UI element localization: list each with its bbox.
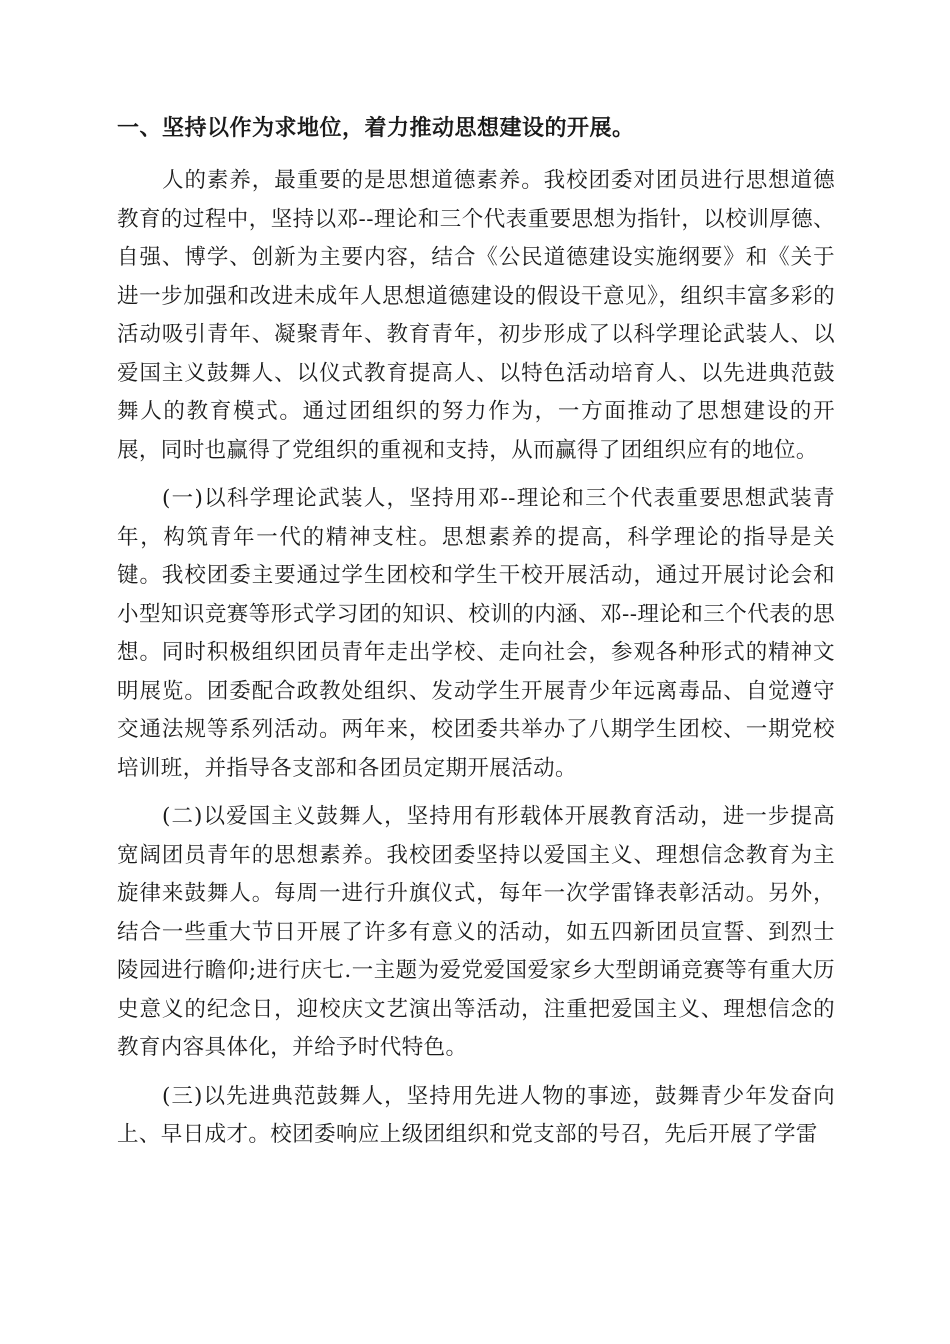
paragraph-intro: 人的素养，最重要的是思想道德素养。我校团委对团员进行思想道德教育的过程中，坚持以邓--理论和三个代表重要思想为指针，以校训厚德、自强、博学、创新为主要内容，结合《公民道德建设实施纲要》和《关于进一步加强和改进未成年人思想道德建设的假设干意见》，组织丰富多彩的活动吸引青年、凝聚青年、教育青年，初步形成了以科学理论武装人、以爱国主义鼓舞人、以仪式教育提高人、以特色活动培育人、以先进典范鼓舞人的教育模式。通过团组织的努力作为，一方面推动了思想建设的开展，同时也赢得了党组织的重视和支持，从而赢得了团组织应有的地位。 xyxy=(117,168,835,463)
paragraph-patriotism: (二)以爱国主义鼓舞人，坚持用有形载体开展教育活动，进一步提高宽阔团员青年的思想素养。我校团委坚持以爱国主义、理想信念教育为主旋律来鼓舞人。每周一进行升旗仪式，每年一次学雷锋表彰活动。另外，结合一些重大节日开展了许多有意义的活动，如五四新团员宣誓、到烈士陵园进行瞻仰;进行庆七.一主题为爱党爱国爱家乡大型朗诵竞赛等有重大历史意义的纪念日，迎校庆文艺演出等活动，注重把爱国主义、理想信念的教育内容具体化，并给予时代特色。 xyxy=(117,804,835,1060)
section-heading: 一、坚持以作为求地位，着力推动思想建设的开展。 xyxy=(117,116,635,141)
paragraph-theory: (一)以科学理论武装人，坚持用邓--理论和三个代表重要思想武装青年，构筑青年一代的精神支柱。思想素养的提高，科学理论的指导是关键。我校团委主要通过学生团校和学生干校开展活动，通过开展讨论会和小型知识竞赛等形式学习团的知识、校训的内涵、邓--理论和三个代表的思想。同时积极组织团员青年走出学校、走向社会，参观各种形式的精神文明展览。团委配合政教处组织、发动学生开展青少年远离毒品、自觉遵守交通法规等系列活动。两年来，校团委共举办了八期学生团校、一期党校培训班，并指导各支部和各团员定期开展活动。 xyxy=(117,486,835,781)
document-body xyxy=(117,108,835,1165)
paragraph-role-models: (三)以先进典范鼓舞人，坚持用先进人物的事迹，鼓舞青少年发奋向上、早日成才。校团委响应上级团组织和党支部的号召，先后开展了学雷 xyxy=(117,1083,835,1147)
